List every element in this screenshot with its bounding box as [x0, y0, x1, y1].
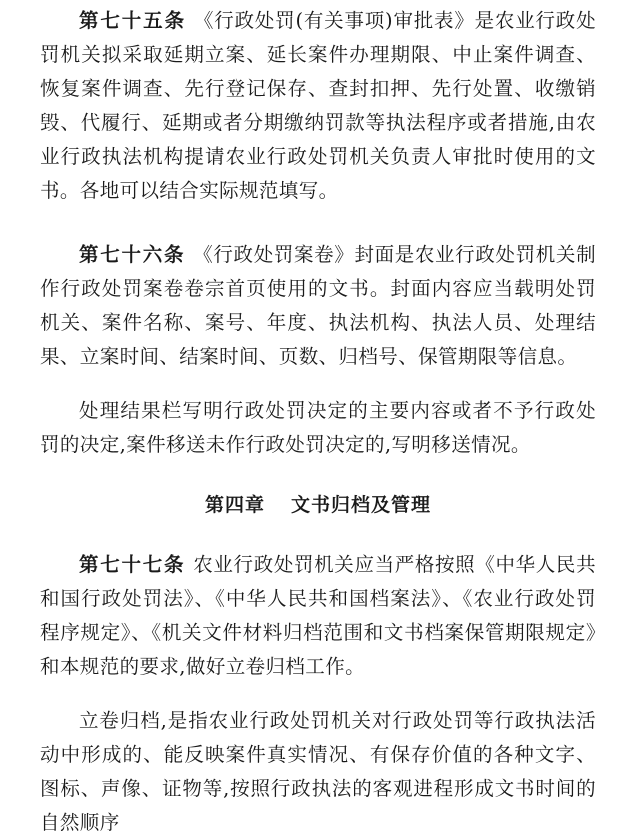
article-75-text: 《行政处罚(有关事项)审批表》是农业行政处罚机关拟采取延期立案、延长案件办理期限、中止案件调查、恢复案件调查、先行登记保存、查封扣押、先行处置、收缴销毁、代履行、延期或者分期缴纳罚款等执法程序或者措施,由农业行政执法机构提请农业行政处罚机关负责人审批时使用的文书。各地可以结合实际规范填写。	[40, 9, 596, 202]
article-76-paragraph-2: 处理结果栏写明行政处罚决定的主要内容或者不予行政处罚的决定,案件移送未作行政处罚决定的,写明移送情况。	[40, 399, 596, 456]
article-75-label: 第七十五条	[79, 9, 186, 32]
article-76-label: 第七十六条	[79, 243, 186, 266]
chapter-title: 文书归档及管理	[291, 494, 432, 516]
article-75-paragraph	[40, 4, 596, 208]
article-77-label: 第七十七条	[79, 553, 186, 576]
chapter-number: 第四章	[204, 494, 265, 516]
article-76-paragraph	[40, 238, 596, 374]
article-76-text: 《行政处罚案卷》封面是农业行政处罚机关制作行政处罚案卷卷宗首页使用的文书。封面内容应当载明处罚机关、案件名称、案号、年度、执法机构、执法人员、处理结果、立案时间、结案时间、页数、归档号、保管期限等信息。	[40, 243, 596, 368]
article-77-paragraph	[40, 548, 596, 684]
article-77-text: 农业行政处罚机关应当严格按照《中华人民共和国行政处罚法》、《中华人民共和国档案法》、《农业行政处罚程序规定》、《机关文件材料归档范围和文书档案保管期限规定》和本规范的要求,做好立卷归档工作。	[40, 553, 596, 678]
chapter-heading	[40, 488, 596, 522]
article-77-paragraph-2: 立卷归档,是指农业行政处罚机关对行政处罚等行政执法活动中形成的、能反映案件真实情况、有保存价值的各种文字、图标、声像、证物等,按照行政执法的客观进程形成文书时间的自然顺序	[40, 709, 596, 834]
